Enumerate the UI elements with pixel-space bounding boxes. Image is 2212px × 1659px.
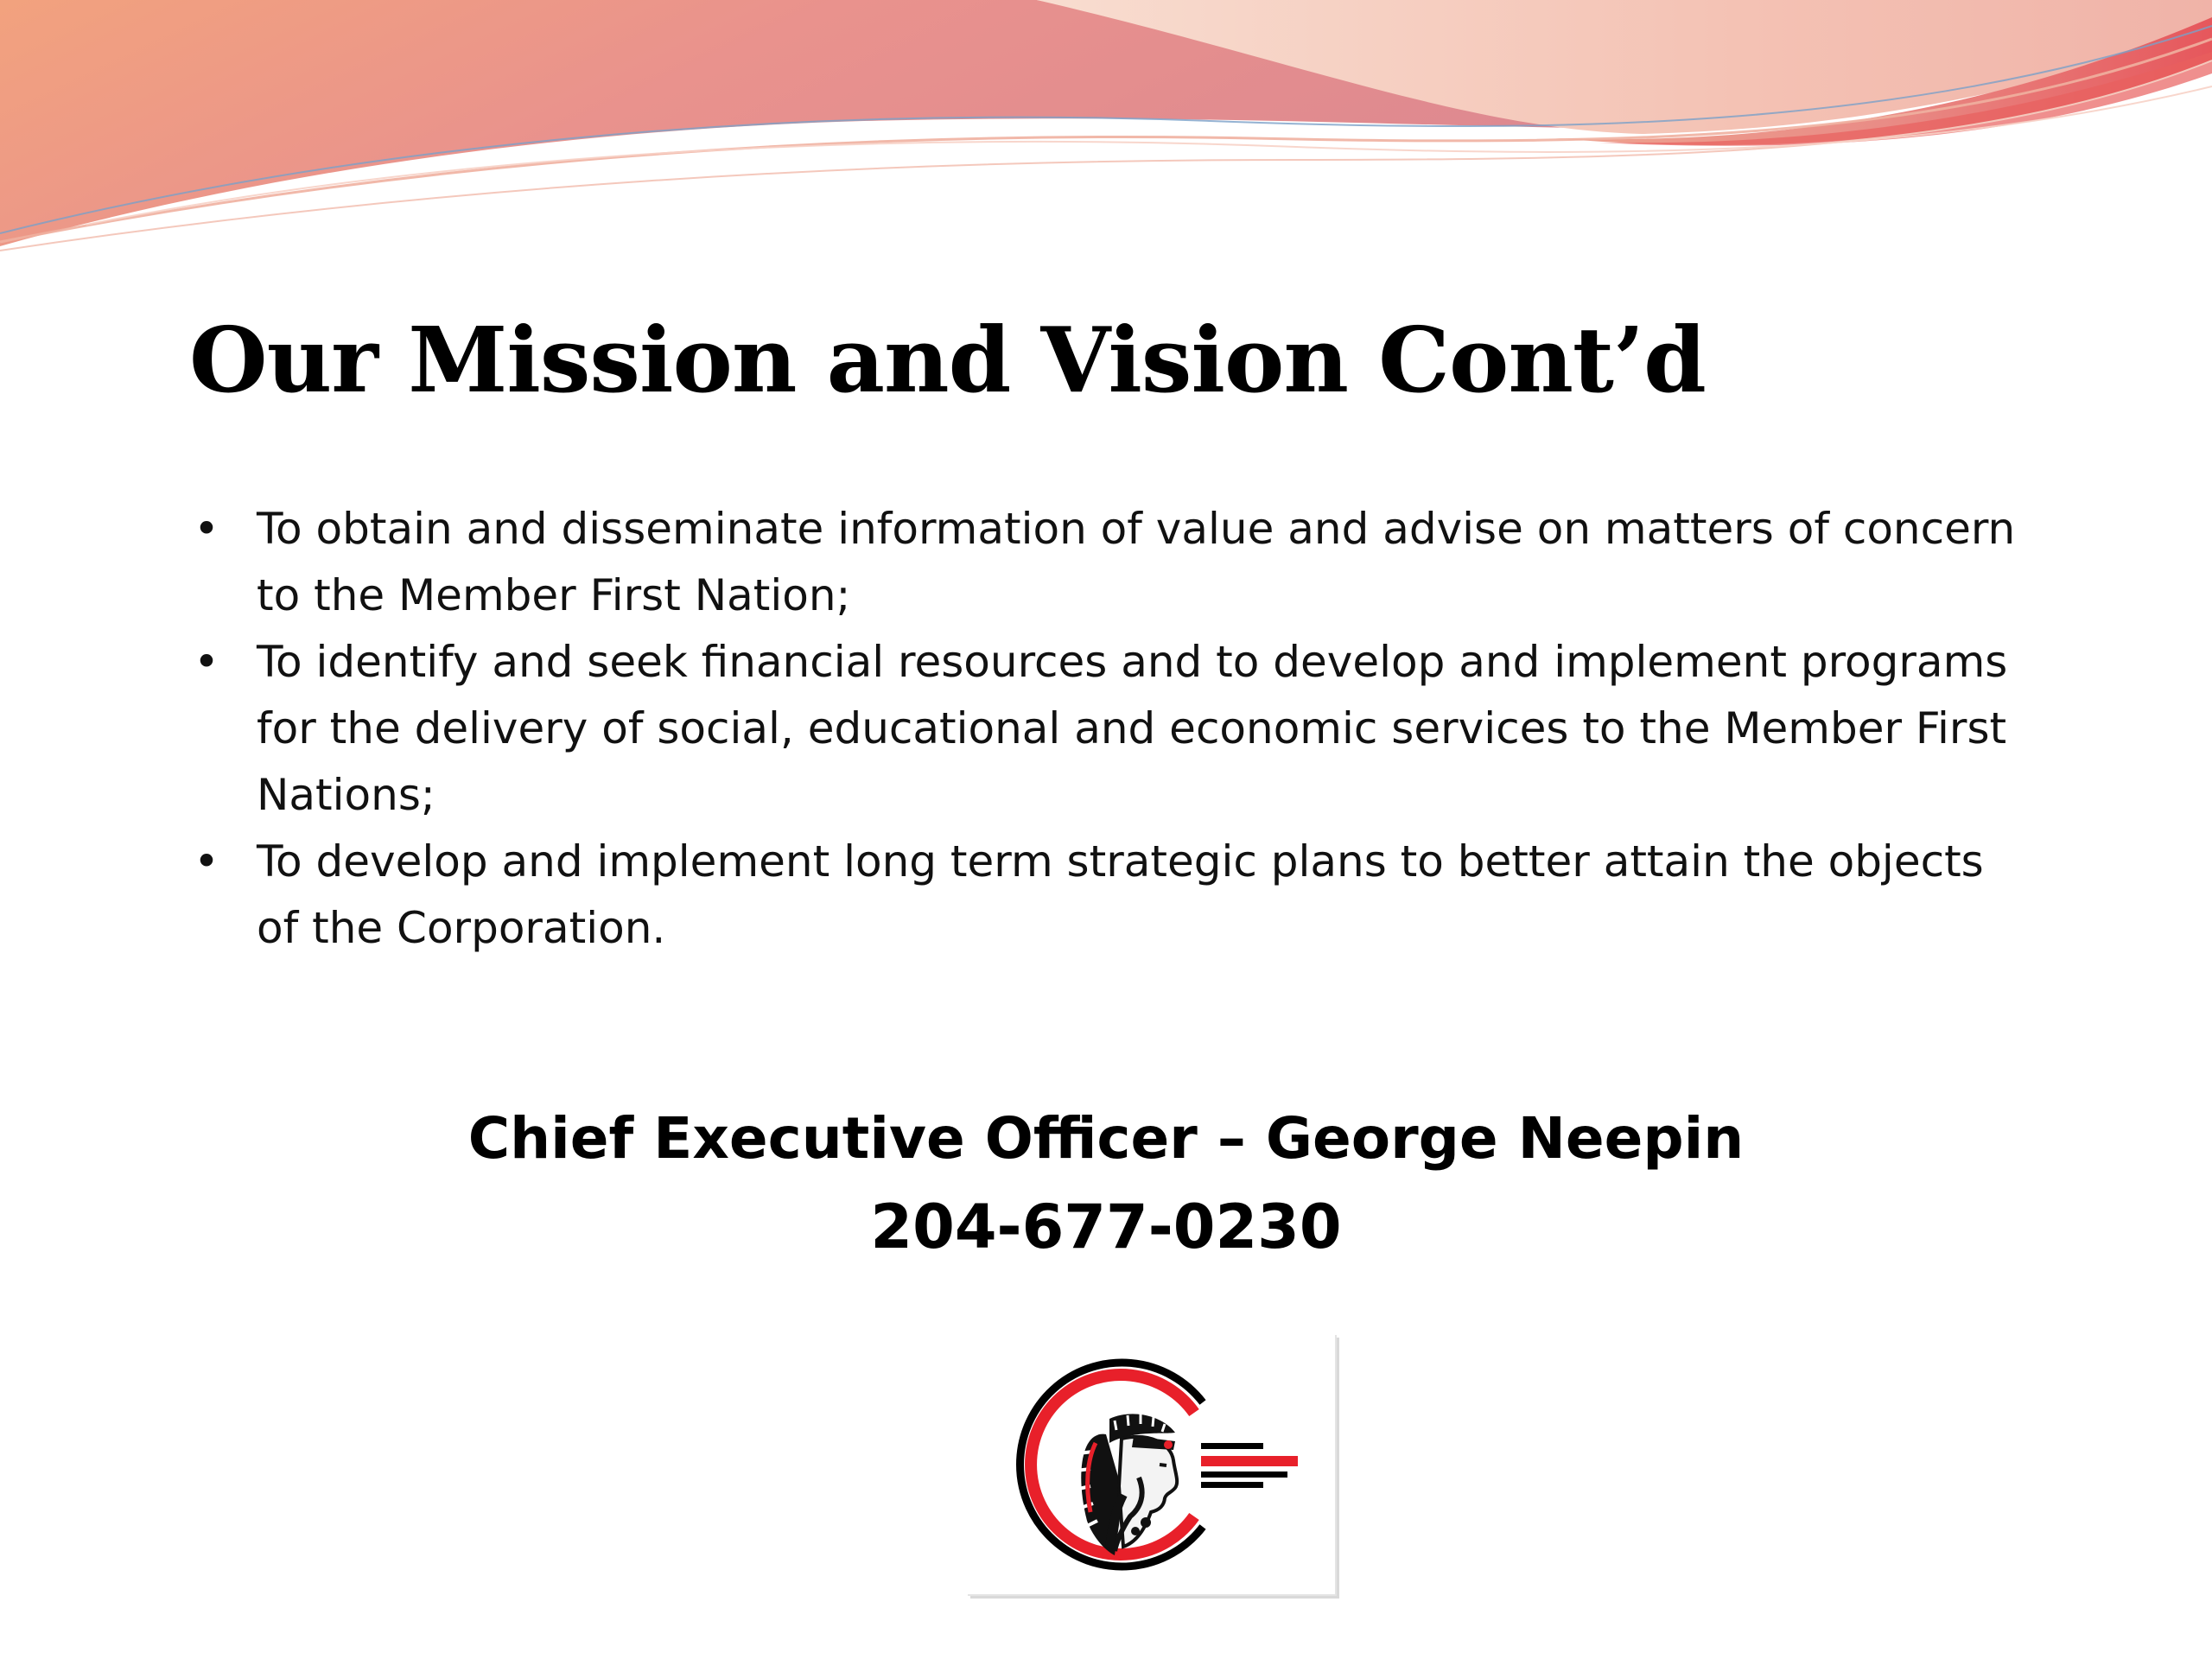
bullet-icon: • [194,637,219,687]
bullet-text: To obtain and disseminate information of value and advise on matters of concern to the Member First Nation; [257,504,2016,620]
organization-logo [968,1335,1337,1596]
ceo-name: Chief Executive Officer – George Neepin [467,1105,1745,1172]
bullet-icon: • [194,836,219,887]
list-item [189,629,2030,829]
slide-title: Our Mission and Vision Cont’d [189,307,1706,413]
phone-number: 204-677-0230 [870,1192,1342,1262]
chief-headdress-logo-icon [968,1335,1335,1594]
bullet-text: To identify and seek financial resources and to develop and implement programs for the delivery of social, educational and economic services to the Member First Nations; [257,637,2008,820]
list-item [189,829,2030,962]
bullet-icon: • [194,504,219,554]
decorative-wave-banner [0,0,2212,259]
mission-bullet-list [189,496,2030,962]
list-item [189,496,2030,629]
contact-block [0,1096,2212,1272]
bullet-text: To develop and implement long term strategic plans to better attain the objects of the Corporation. [257,836,1984,953]
